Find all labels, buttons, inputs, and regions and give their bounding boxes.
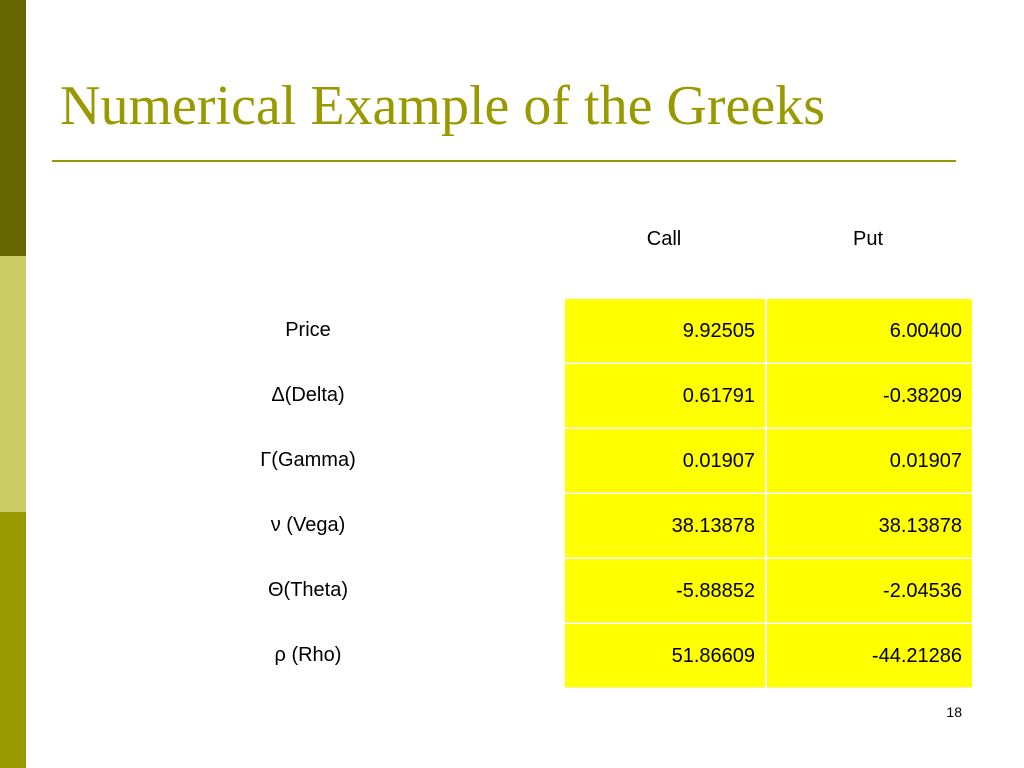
put-value-cell: 0.01907 [767,429,972,493]
row-label: Θ(Theta) [267,579,349,601]
call-value-cell: 0.61791 [565,364,765,428]
greeks-table [52,299,972,689]
side-bar-middle [0,256,26,512]
table-row [52,299,972,364]
row-label: Δ(Delta) [271,384,345,406]
table-row [52,494,972,559]
call-value-cell: 51.86609 [565,624,765,688]
call-value-cell: 0.01907 [565,429,765,493]
column-header-put: Put [852,228,884,250]
row-label: Price [285,319,331,341]
put-value-cell: -44.21286 [767,624,972,688]
column-header-call: Call [646,228,682,250]
row-label: ρ (Rho) [274,644,342,666]
table-row [52,364,972,429]
title-divider [52,160,956,162]
table-row [52,624,972,689]
table-row [52,559,972,624]
put-value-cell: 6.00400 [767,299,972,363]
put-value-cell: -2.04536 [767,559,972,623]
page-number: 18 [946,704,962,720]
put-value-cell: -0.38209 [767,364,972,428]
row-label: ν (Vega) [270,514,346,536]
put-value-cell: 38.13878 [767,494,972,558]
slide-title: Numerical Example of the Greeks [60,75,826,137]
call-value-cell: 9.92505 [565,299,765,363]
table-row [52,429,972,494]
side-bar-bottom [0,512,26,768]
call-value-cell: 38.13878 [565,494,765,558]
side-bar-top [0,0,26,256]
row-label: Γ(Gamma) [260,449,356,471]
call-value-cell: -5.88852 [565,559,765,623]
